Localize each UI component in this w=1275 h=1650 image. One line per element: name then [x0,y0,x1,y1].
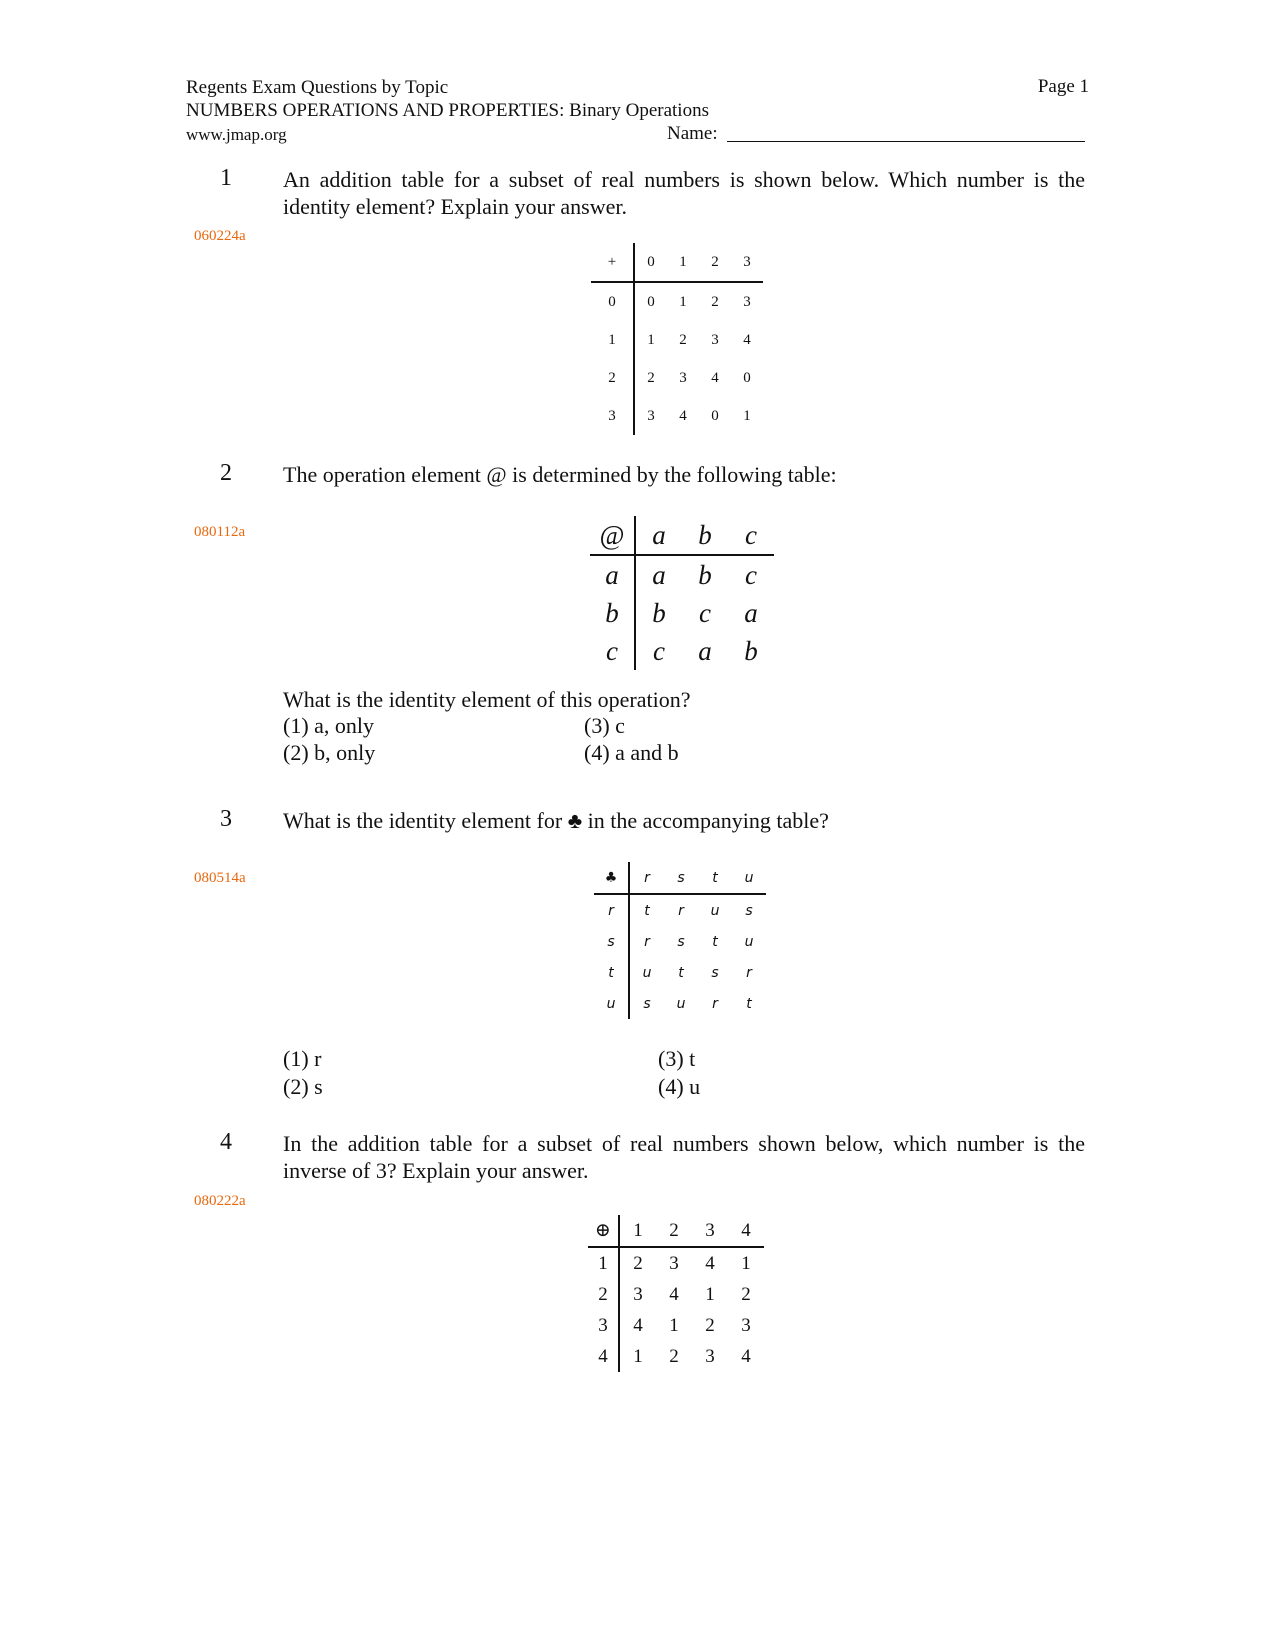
table-row-head: t [594,957,629,988]
table-cell: s [643,995,651,1012]
table-col-head: 1 [667,243,699,282]
table-operator: ♣ [594,862,629,894]
table-cell: u [744,933,754,950]
table-col-head: r [629,862,664,894]
question-3-choice-3: (3) t [658,1046,696,1071]
table-col-head: 1 [619,1215,656,1247]
table-cell: a [698,635,712,666]
table-header-row [588,1215,764,1247]
table-cell: s [711,964,719,981]
table-cell: 3 [705,1345,715,1367]
table-row [594,894,766,926]
name-blank-line [727,141,1085,142]
table-cell: 3 [711,331,719,348]
table-cell: 2 [633,1252,643,1274]
question-2-choice-4: (4) a and b [584,740,679,765]
table-row [594,957,766,988]
table-row [591,282,763,321]
question-1-text: An addition table for a subset of real numbers is shown below. Which number is the identity element? Explain your answer. [283,167,1085,219]
table-cell: t [746,995,752,1012]
table-cell: 0 [743,369,751,386]
table-header-row [590,516,774,555]
table-cell: 2 [705,1314,715,1336]
table-operator: @ [590,516,635,555]
table-row-head: 4 [588,1341,619,1372]
table-row-head: u [594,988,629,1019]
table-cell: 1 [679,293,687,310]
question-4-text: In the addition table for a subset of real numbers shown below, which number is the inverse of 3? Explain your answer. [283,1131,1085,1183]
question-2-prompt: What is the identity element of this operation? [283,687,691,712]
table-cell: t [712,933,718,950]
table-col-head: 0 [634,243,667,282]
table-col-head: t [698,862,732,894]
table-cell: 1 [669,1314,679,1336]
table-cell: 4 [711,369,719,386]
table-cell: 3 [743,293,751,310]
question-1-table [591,243,763,435]
table-cell: u [642,964,652,981]
table-col-head: u [732,862,766,894]
table-cell: s [677,933,685,950]
table-cell: 4 [633,1314,643,1336]
page-number: Page 1 [1037,76,1089,97]
question-2-text: The operation element @ is determined by the following table: [283,462,837,487]
question-3-table [594,862,766,1019]
table-cell: 3 [679,369,687,386]
table-col-head: c [728,516,774,555]
table-row [594,926,766,957]
table-cell: 2 [669,1345,679,1367]
table-row [590,594,774,632]
table-col-head: a [635,516,682,555]
table-cell: u [676,995,686,1012]
table-row-head: c [590,632,635,670]
table-cell: a [744,597,758,628]
table-row [591,397,763,435]
table-cell: t [644,902,650,919]
table-cell: 2 [741,1283,751,1305]
table-row-head: b [590,594,635,632]
name-label: Name: [667,123,718,144]
table-col-head: 3 [692,1215,728,1247]
table-cell: r [746,964,752,981]
table-cell: 2 [679,331,687,348]
table-row [588,1279,764,1310]
table-cell: 0 [647,293,655,310]
table-header-row [594,862,766,894]
table-cell: 4 [705,1252,715,1274]
header-topic: NUMBERS OPERATIONS AND PROPERTIES: Binary Operations [186,100,709,121]
header-collection-title: Regents Exam Questions by Topic [186,77,449,98]
table-cell: a [652,559,666,590]
table-cell: s [745,902,753,919]
table-row-head: 1 [588,1247,619,1279]
table-row [590,632,774,670]
header-website: www.jmap.org [186,125,287,144]
question-2-choice-1: (1) a, only [283,713,375,738]
table-cell: 4 [669,1283,679,1305]
table-cell: 4 [743,331,751,348]
question-2-table [590,516,774,670]
table-row-head: 3 [591,397,634,435]
table-row-head: 3 [588,1310,619,1341]
table-cell: 1 [741,1252,751,1274]
table-cell: 3 [669,1252,679,1274]
table-col-head: 2 [699,243,731,282]
table-row [591,321,763,359]
table-header-row [591,243,763,282]
table-row-head: a [590,555,635,594]
table-cell: 4 [741,1345,751,1367]
question-3-text: What is the identity element for ♣ in the accompanying table? [283,808,829,833]
table-row [590,555,774,594]
table-cell: b [652,597,666,628]
question-3-choice-1: (1) r [283,1046,322,1071]
table-col-head: b [682,516,728,555]
table-cell: b [744,635,758,666]
table-col-head: 3 [731,243,763,282]
table-row [588,1341,764,1372]
table-cell: r [644,933,650,950]
table-cell: u [710,902,720,919]
table-col-head: 4 [728,1215,764,1247]
table-cell: 0 [711,407,719,424]
table-cell: c [653,635,665,666]
question-3-choice-4: (4) u [658,1074,701,1099]
table-row [588,1247,764,1279]
table-col-head: s [664,862,698,894]
table-row-head: 2 [591,359,634,397]
table-cell: 3 [741,1314,751,1336]
table-cell: r [712,995,718,1012]
table-cell: 2 [647,369,655,386]
table-row [588,1310,764,1341]
table-col-head: 2 [656,1215,692,1247]
question-1-code: 060224a [194,228,246,244]
table-row [594,988,766,1019]
question-2-number: 2 [220,460,232,486]
question-3-choice-2: (2) s [283,1074,323,1099]
table-cell: b [698,559,712,590]
table-cell: 2 [711,293,719,310]
question-3-code: 080514a [194,870,246,886]
table-cell: 3 [633,1283,643,1305]
table-operator: ⊕ [588,1215,619,1247]
table-cell: 1 [743,407,751,424]
table-row [591,359,763,397]
table-row-head: 2 [588,1279,619,1310]
question-2-choice-2: (2) b, only [283,740,376,765]
table-cell: c [699,597,711,628]
table-row-head: s [594,926,629,957]
table-row-head: 0 [591,282,634,321]
question-2-code: 080112a [194,524,246,540]
question-3-number: 3 [220,806,232,832]
question-2-choice-3: (3) c [584,713,625,738]
table-cell: c [745,559,757,590]
table-row-head: 1 [591,321,634,359]
table-cell: 4 [679,407,687,424]
table-cell: 1 [705,1283,715,1305]
table-cell: 3 [647,407,655,424]
table-cell: 1 [633,1345,643,1367]
table-operator: + [591,243,634,282]
table-row-head: r [594,894,629,926]
question-1-number: 1 [220,165,232,191]
table-cell: t [678,964,684,981]
question-4-code: 080222a [194,1193,246,1209]
table-cell: r [678,902,684,919]
question-4-number: 4 [220,1129,232,1155]
table-cell: 1 [647,331,655,348]
question-4-table [588,1215,764,1372]
